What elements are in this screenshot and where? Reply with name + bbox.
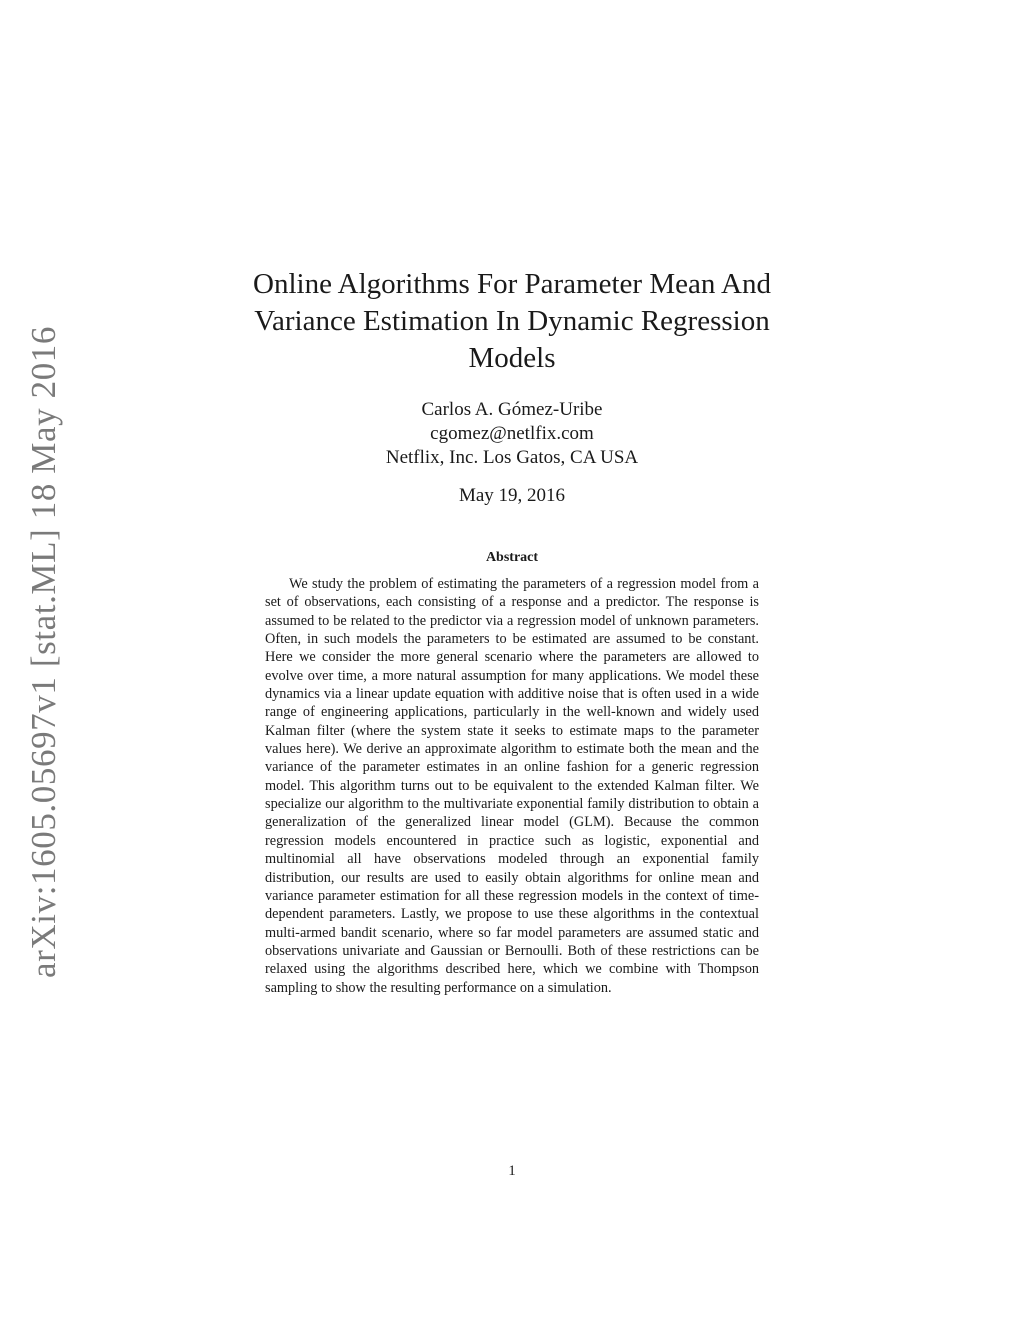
author-email: cgomez@netlfix.com [430,423,594,444]
author-block [312,398,712,470]
page-number: 1 [508,1163,516,1179]
abstract-text: We study the problem of estimating the parameters of a regression model from a set of observations, each consisting of a response and a predictor. The response is assumed to be related to the predictor via a regression model of unknown parameters. Often, in such models the parameters to be estimated are assumed to be constant. Here we consider the more general scenario where the parameters are allowed to evolve over time, a more natural assumption for many applications. We model these dynamics via a linear update equation with additive noise that is often used in a wide range of engineering applications, particularly in the well-known and widely used Kalman filter (where the system state it seeks to estimate maps to the parameter values here). We derive an approximate algorithm to estimate both the mean and the variance of the parameter estimates in an online fashion for a generic regression model. This algorithm turns out to be equivalent to the extended Kalman filter. We specialize our algorithm to the multivariate exponential family distribution to obtain a generalization of the generalized linear model (GLM). Because the common regression models encountered in practice such as logistic, exponential and multinomial all have observations modeled through an exponential family distribution, our results are used to easily obtain algorithms for online mean and variance parameter estimation for all these regression models in the context of time-dependent parameters. Lastly, we propose to use these algorithms in the contextual multi-armed bandit scenario, where so far model parameters are assumed static and observations univariate and Gaussian or Bernoulli. Both of these restrictions can be relaxed using the algorithms described here, which we combine with Thompson sampling to show the resulting performance on a simulation. [265,576,759,996]
author-name: Carlos A. Gómez-Uribe [421,399,603,420]
abstract-heading: Abstract [485,550,539,565]
paper-title: Online Algorithms For Parameter Mean And Variance Estimation In Dynamic Regression Models [253,268,771,374]
paper-date: May 19, 2016 [458,485,566,506]
author-affiliation: Netflix, Inc. Los Gatos, CA USA [385,447,639,468]
arxiv-identifier-text: arXiv:1605.05697v1 [stat.ML] 18 May 2016 [24,326,63,978]
